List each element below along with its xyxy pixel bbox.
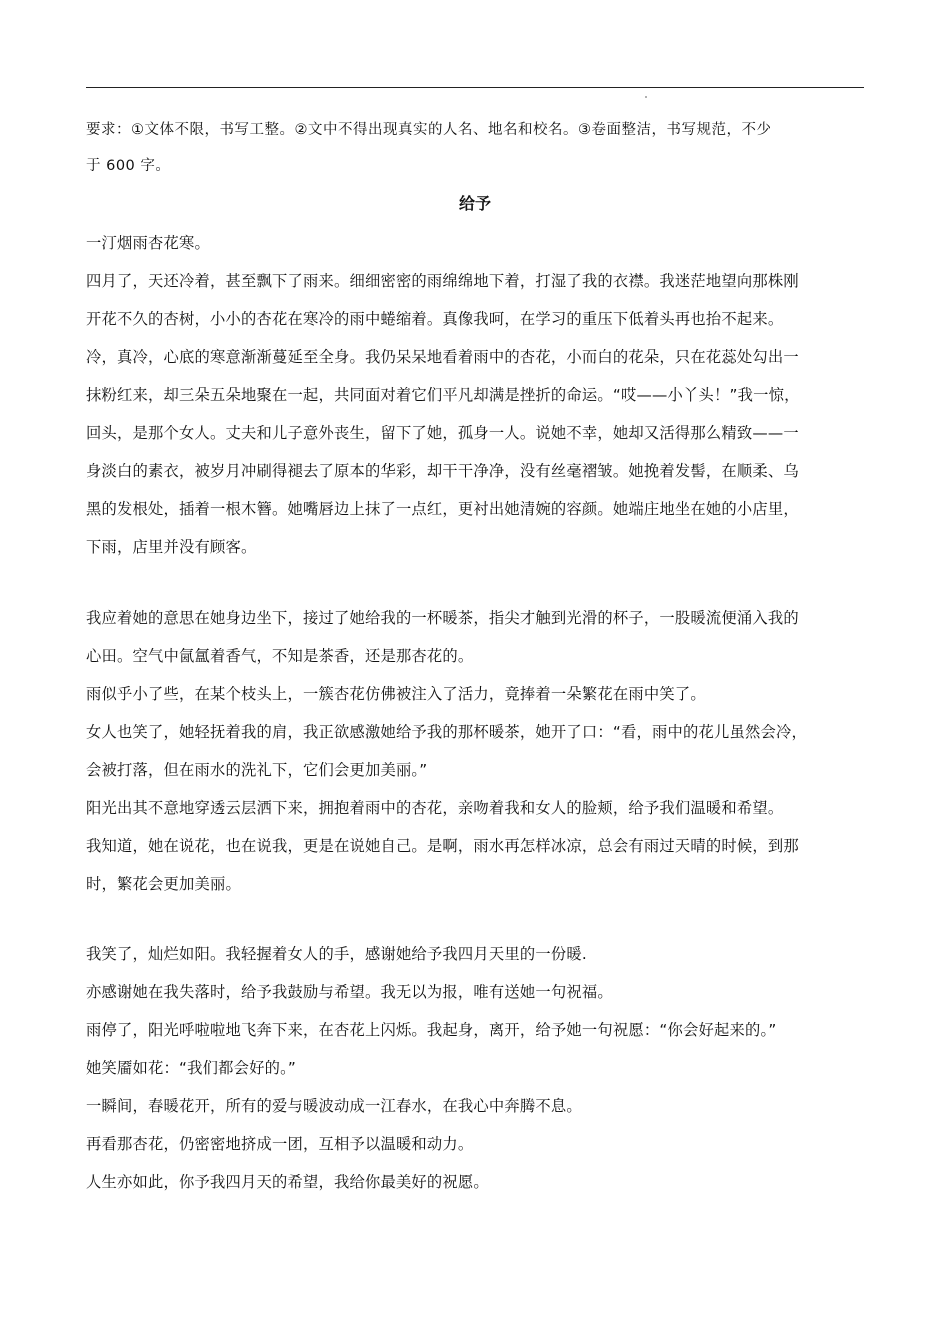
essay-line: 人生亦如此，你予我四月天的希望，我给你最美好的祝愿。 xyxy=(86,1173,489,1191)
essay-line: 开花不久的杏树，小小的杏花在寒冷的雨中蜷缩着。真像我呵，在学习的重压下低着头再也抬不起来。 xyxy=(86,310,784,328)
essay-line: 一汀烟雨杏花寒。 xyxy=(86,234,210,252)
essay-title: 给予 xyxy=(458,194,491,213)
essay-line: 亦感谢她在我失落时，给予我鼓励与希望。我无以为报，唯有送她一句祝福。 xyxy=(86,983,613,1001)
essay-line: 一瞬间，春暖花开，所有的爱与暖波动成一江春水，在我心中奔腾不息。 xyxy=(86,1097,582,1115)
essay-line: 心田。空气中氤氲着香气，不知是茶香，还是那杏花的。 xyxy=(86,647,474,665)
essay-line: 下雨，店里并没有顾客。 xyxy=(86,538,257,556)
essay-line: 会被打落，但在雨水的洗礼下，它们会更加美丽。” xyxy=(86,761,428,779)
essay-line: 黑的发根处，插着一根木簪。她嘴唇边上抹了一点红，更衬出她清婉的容颜。她端庄地坐在她的小店里， xyxy=(86,500,799,518)
essay-line: 身淡白的素衣，被岁月冲刷得褪去了原本的华彩，却干干净净，没有丝毫褶皱。她挽着发髻，在顺柔、乌 xyxy=(86,462,799,480)
essay-line: 冷，真冷，心底的寒意渐渐蔓延至全身。我仍呆呆地看着雨中的杏花，小而白的花朵，只在花蕊处勾出一 xyxy=(86,348,799,366)
essay-line: 女人也笑了，她轻抚着我的肩，我正欲感激她给予我的那杯暖茶，她开了口：“看，雨中的花儿虽然会冷， xyxy=(86,723,807,741)
essay-line: 时，繁花会更加美丽。 xyxy=(86,875,241,893)
top-divider xyxy=(86,87,864,88)
requirement-line-2: 于 600 字。 xyxy=(86,158,171,174)
essay-line: 我应着她的意思在她身边坐下，接过了她给我的一杯暖茶，指尖才触到光滑的杯子，一股暖流便涌入我的 xyxy=(86,609,799,627)
essay-line: 雨似乎小了些，在某个枝头上，一簇杏花仿佛被注入了活力，竟捧着一朵繁花在雨中笑了。 xyxy=(86,685,706,703)
essay-line: 回头，是那个女人。丈夫和儿子意外丧生，留下了她，孤身一人。说她不幸，她却又活得那么精致——一 xyxy=(86,424,799,442)
requirement-text xyxy=(86,112,866,184)
requirement-line-1: 要求：①文体不限，书写工整。②文中不得出现真实的人名、地名和校名。③卷面整洁，书写规范，不少 xyxy=(86,122,772,138)
essay-line: 四月了，天还冷着，甚至飘下了雨来。细细密密的雨绵绵地下着，打湿了我的衣襟。我迷茫地望向那株刚 xyxy=(86,272,799,290)
essay-line: 抹粉红来，却三朵五朵地聚在一起，共同面对着它们平凡却满是挫折的命运。“哎——小丫头！”我一惊， xyxy=(86,386,800,404)
stray-dot xyxy=(645,96,647,98)
essay-line: 雨停了，阳光呼啦啦地飞奔下来，在杏花上闪烁。我起身，离开，给予她一句祝愿：“你会好起来的。” xyxy=(86,1021,777,1039)
essay-line: 她笑靥如花：“我们都会好的。” xyxy=(86,1059,297,1077)
essay-line: 阳光出其不意地穿透云层洒下来，拥抱着雨中的杏花，亲吻着我和女人的脸颊，给予我们温暖和希望。 xyxy=(86,799,784,817)
essay-line: 再看那杏花，仍密密地挤成一团，互相予以温暖和动力。 xyxy=(86,1135,474,1153)
essay-line: 我笑了，灿烂如阳。我轻握着女人的手，感谢她给予我四月天里的一份暖. xyxy=(86,945,587,963)
essay-line: 我知道，她在说花，也在说我，更是在说她自己。是啊，雨水再怎样冰凉，总会有雨过天晴的时候，到那 xyxy=(86,837,799,855)
